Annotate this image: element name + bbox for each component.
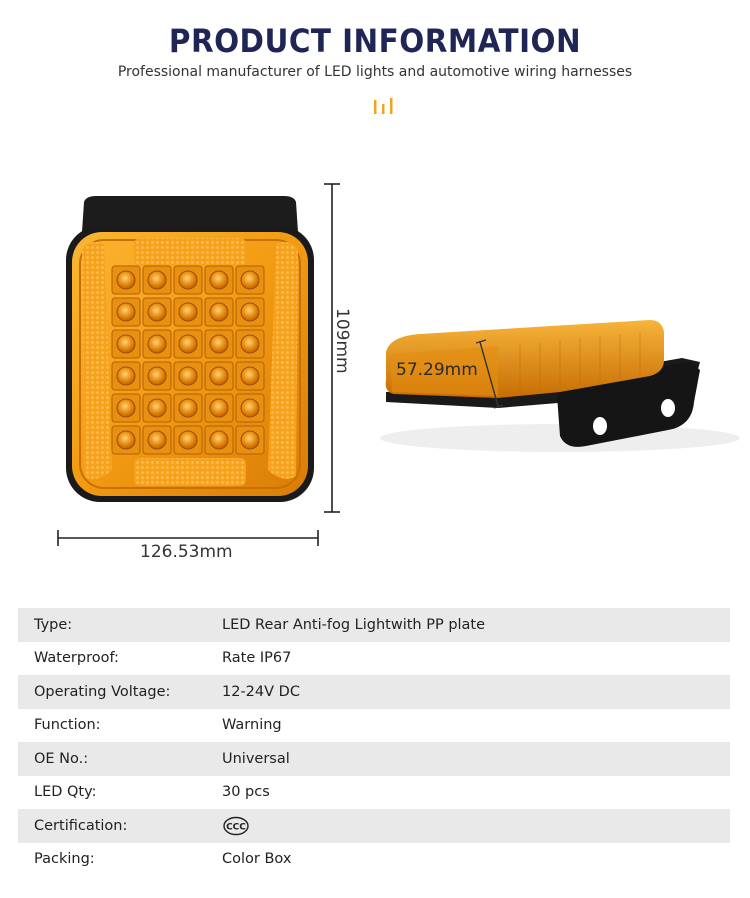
svg-text:CCC: CCC — [226, 822, 246, 833]
spec-key: Certification: — [34, 817, 128, 834]
led-icon — [210, 335, 228, 353]
led-icon — [179, 431, 197, 449]
led-icon — [210, 367, 228, 385]
spec-value: LED Rear Anti-fog Lightwith PP plate — [222, 616, 486, 633]
led-icon — [210, 399, 228, 417]
spec-key: LED Qty: — [34, 784, 97, 801]
led-icon — [148, 303, 166, 321]
spec-row — [18, 776, 730, 810]
spec-key: Function: — [34, 717, 101, 734]
spec-table — [18, 608, 730, 876]
product-photos — [0, 140, 750, 580]
led-icon — [179, 399, 197, 417]
led-icon — [241, 303, 259, 321]
spec-row — [18, 675, 730, 709]
led-icon — [117, 399, 135, 417]
spec-value: 30 pcs — [222, 784, 270, 801]
ccc-certification-icon — [222, 816, 250, 836]
spec-row — [18, 709, 730, 743]
side-view-light — [380, 320, 740, 452]
spec-row — [18, 642, 730, 676]
led-icon — [117, 335, 135, 353]
led-icon — [179, 271, 197, 289]
page-title: PRODUCT INFORMATION — [168, 22, 582, 60]
led-icon — [148, 335, 166, 353]
led-icon — [117, 271, 135, 289]
led-icon — [241, 399, 259, 417]
led-icon — [241, 335, 259, 353]
led-icon — [117, 367, 135, 385]
spec-value: Warning — [222, 717, 282, 734]
led-icon — [210, 431, 228, 449]
led-icon — [179, 303, 197, 321]
product-illustration — [0, 140, 750, 580]
led-icon — [241, 367, 259, 385]
spec-value: Rate IP67 — [222, 650, 292, 667]
spec-value: 12-24V DC — [222, 683, 300, 700]
front-view-light — [66, 196, 314, 502]
led-icon — [241, 271, 259, 289]
spec-row — [18, 809, 730, 843]
accent-bars-icon — [372, 98, 398, 116]
spec-row — [18, 742, 730, 776]
spec-value: Universal — [222, 750, 290, 767]
spec-key: OE No.: — [34, 750, 89, 767]
spec-row — [18, 843, 730, 877]
led-icon — [148, 367, 166, 385]
led-icon — [148, 271, 166, 289]
led-icon — [179, 335, 197, 353]
led-icon — [148, 431, 166, 449]
spec-row — [18, 608, 730, 642]
spec-key: Waterproof: — [34, 650, 119, 667]
spec-value — [222, 816, 730, 836]
page-subtitle: Professional manufacturer of LED lights and automotive wiring harnesses — [117, 64, 633, 80]
spec-key: Packing: — [34, 851, 95, 868]
led-icon — [117, 303, 135, 321]
spec-key: Operating Voltage: — [34, 683, 171, 700]
height-dimension-label: 109mm — [332, 308, 352, 374]
led-icon — [179, 367, 197, 385]
spec-value: Color Box — [222, 851, 292, 868]
led-icon — [210, 303, 228, 321]
led-icon — [210, 271, 228, 289]
spec-key: Type: — [34, 616, 73, 633]
led-icon — [148, 399, 166, 417]
led-icon — [241, 431, 259, 449]
width-dimension-label: 126.53mm — [140, 542, 233, 562]
led-icon — [117, 431, 135, 449]
depth-dimension-label: 57.29mm — [396, 360, 478, 380]
